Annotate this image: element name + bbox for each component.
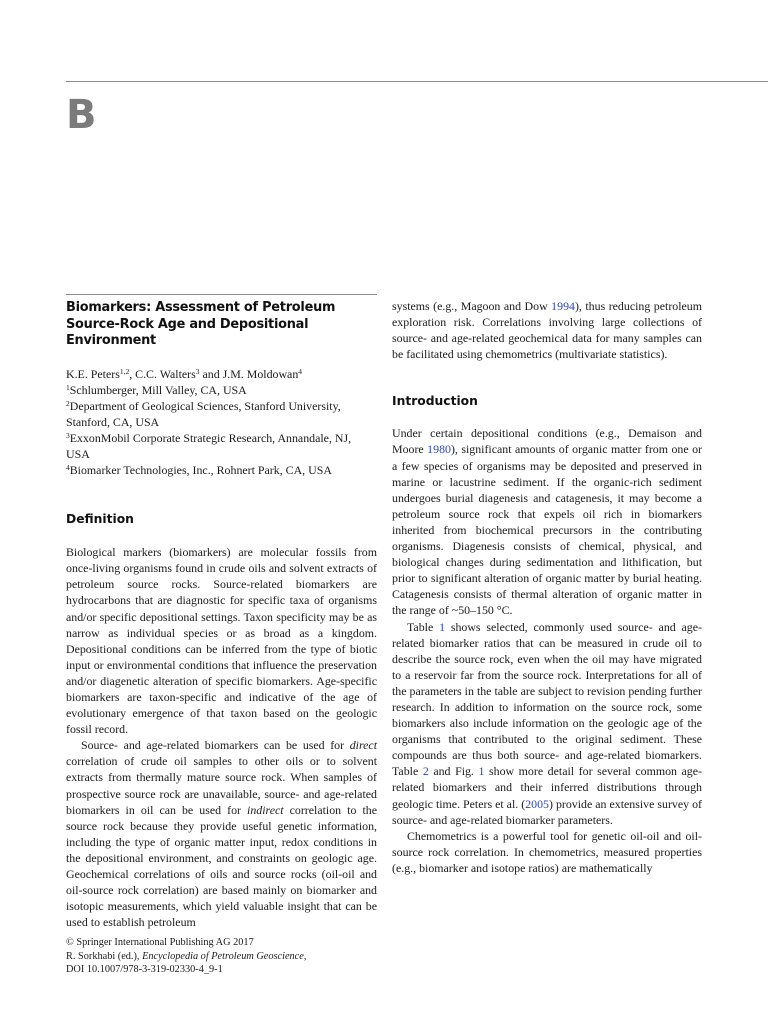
paragraph-text: correlation to the source rock because they provide useful genetic information, including the type of organic matter input, redox conditions in the depositional environment, and constraints on geologic age. Geochemical correlations of oils and source rocks (oil-oil and oil-source rock correlation) are based mainly on biomarker and isotopic measurements, which yield valuable insight that can be used to establish petroleum [66,802,378,930]
definition-heading: Definition [66,512,134,527]
editor-line [66,950,386,964]
author-separator: , [129,366,136,381]
paragraph-text: Under certain depositional conditions (e.g., Demaison and Moore [392,426,702,457]
paragraph-text: shows selected, commonly used source- and age-related biomarker ratios that can be measured in crude oil to describe the source rock, even when the oil may have migrated to a reservoir far from the source rock. Interpretations for all of the parameters in the table are subject to revision pending further research. In addition to information on the source rock, some biomarkers also include information on the geologic age of the organisms that contributed to the original sediment. These compounds are thus both source- and age-related biomarkers. Table [392,619,702,779]
section-letter: B [66,92,97,138]
paragraph-text: Table [407,619,440,634]
author-affiliation-mark: 1,2 [119,366,130,376]
paragraph-text: ) provide an extensive survey of source- and age-related biomarker parameters. [392,796,702,827]
affiliation-number: 4 [66,463,70,473]
left-column [66,294,377,930]
affiliation [66,430,377,462]
affiliation-text: Schlumberger, Mill Valley, CA, USA [69,382,247,397]
author-affiliation-mark: 4 [298,366,303,376]
introduction-paragraph [392,619,702,828]
right-column [392,298,702,876]
paragraph-text: ), thus reducing petroleum exploration risk. Correlations involving large collections of source- and age-related geochemical data for many samples can be facilitated using chemometrics (multivariate statistics). [392,299,703,362]
emphasis-text: direct [349,738,377,753]
copyright-line: © Springer International Publishing AG 2017 [66,937,254,948]
editor-text: R. Sorkhabi (ed.), [66,950,143,962]
definition-paragraph: Biological markers (biomarkers) are molecular fossils from once-living organisms found in crude oils and solvent extracts of petroleum source rocks. Source-related biomarkers are hydrocarbons that are diagnostic for specific taxa of organisms and/or specific depositional settings. Taxon specificity may be as narrow as individual species or as broad as a kingdom. Depositional conditions can be inferred from the type of biotic input or environmental conditions that influence the preservation and/or diagenetic alteration of specific biomarkers. Age-specific biomarkers are taxon-specific and indicative of the age of evolutionary emergence of that taxon based on the geologic fossil record. [66,545,377,737]
copyright-footer [66,936,386,977]
affiliation-text: ExxonMobil Corporate Strategic Research, Annandale, NJ, USA [66,430,352,461]
header-rule [66,81,768,82]
affiliation [66,382,377,398]
introduction-paragraph: Chemometrics is a powerful tool for genetic oil-oil and oil-source rock correlation. In chemometrics, measured properties (e.g., biomarker and isotope ratios) are mathematically [392,828,702,875]
affiliation [66,462,377,478]
paragraph-text: show more detail for several common age-related biomarkers and their inferred distributions through geologic time. Peters et al. ( [392,764,702,811]
emphasis-text: indirect [247,802,284,817]
affiliation-number: 3 [66,430,70,440]
article-title: Biomarkers: Assessment of Petroleum Source-Rock Age and Depositional Environment [66,300,336,348]
editor-text: , [303,950,307,962]
author-name: J.M. Moldowan [222,366,299,381]
table-reference-link[interactable]: 1 [439,619,446,634]
affiliation [66,398,377,430]
author-block [66,366,377,479]
paragraph-text: ), significant amounts of organic matter from one or a few species of organisms may be deposited and preserved in marine or lacustrine sediment. If the organic-rich sediment undergoes burial diagenesis and catagenesis, it may become a petroleum source rock that expels oil rich in biomarkers inherited from biochemical precursors in the contributing organisms. Diagenesis consists of chemical, physical, and biological changes during sedimentation and lithification, but prior to significant alteration of organic matter by burial heating. Catagenesis consists of thermal alteration of organic matter in the range of ~50–150 °C. [392,442,702,618]
title-rule [66,294,377,295]
author-line [66,366,377,382]
introduction-paragraph [392,425,702,618]
introduction-heading: Introduction [392,394,478,409]
paragraph-text: and Fig. [428,764,479,779]
table-reference-link[interactable]: 2 [422,764,429,779]
doi-line: DOI 10.1007/978-3-319-02330-4_9-1 [66,964,223,976]
affiliation-text: Department of Geological Sciences, Stanford University, Stanford, CA, USA [66,398,341,429]
author-name: K.E. Peters [66,366,120,381]
affiliation-number: 1 [66,382,70,392]
affiliation-number: 2 [66,398,70,408]
author-affiliation-mark: 3 [195,366,200,376]
book-title: Encyclopedia of Petroleum Geoscience [142,950,304,962]
paragraph-text: correlation of crude oil samples to other oils or to solvent extracts from thermally mature source rock. When samples of prospective source rock are unavailable, source- and age-related biomarkers in oil can be used for [66,754,377,817]
definition-paragraph-continued [392,298,702,362]
citation-link[interactable]: 2005 [525,796,549,811]
figure-reference-link[interactable]: 1 [478,764,485,779]
definition-paragraph [66,737,377,930]
affiliation-text: Biomarker Technologies, Inc., Rohnert Park, CA, USA [69,463,332,478]
author-name: C.C. Walters [135,366,196,381]
paragraph-text: systems (e.g., Magoon and Dow [392,299,552,313]
citation-link[interactable]: 1980 [427,442,451,457]
paragraph-text: Source- and age-related biomarkers can be used for [81,738,350,753]
citation-link[interactable]: 1994 [551,299,575,313]
author-separator: and [199,366,223,381]
